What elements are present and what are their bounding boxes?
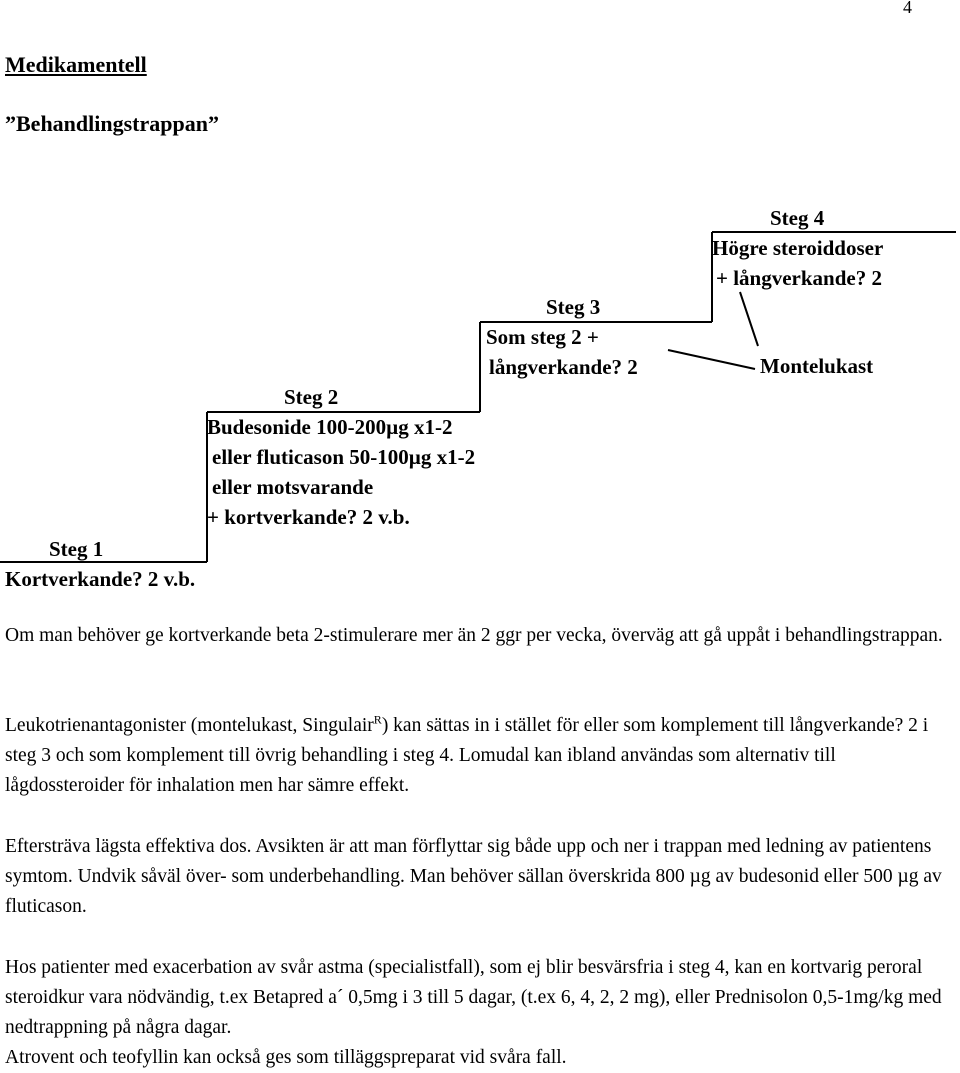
step4-title: Steg 4 (770, 206, 825, 230)
paragraph-text: Eftersträva lägsta effektiva dos. Avsikten är att man förflyttar sig både upp och ner i trappan med ledning av patientens symtom. Undvik såväl över- som underbehandling. Man behöver sällan överskrida 800 µg av budesonid eller 500 µg av fluticason. (5, 836, 942, 917)
step2-line: Budesonide 100-200µg x1-2 (207, 415, 453, 439)
step2-title: Steg 2 (284, 385, 339, 409)
step2-line: eller fluticason 50-100µg x1-2 (212, 445, 476, 469)
registered-mark: R (373, 712, 382, 727)
page-number: 4 (903, 0, 912, 17)
section-subheading: ”Behandlingstrappan” (5, 111, 219, 136)
step2-block (207, 382, 475, 532)
montelukast-label: Montelukast (760, 354, 874, 378)
step3-line: långverkande? 2 (489, 355, 638, 379)
step2-line: eller motsvarande (212, 475, 374, 499)
paragraph-text: ) kan sättas in i stället för eller som komplement till långverkande? 2 i steg 3 och som komplement till övrig behandling i steg 4. Lomudal kan ibland användas som alternativ till lågdossteroider för inhalation men har sämre effekt. (5, 715, 929, 796)
step2-line: + kortverkande? 2 v.b. (207, 505, 410, 529)
paragraph-exacerbation (5, 953, 950, 1073)
paragraph-text: Atrovent och teofyllin kan också ges som tilläggspreparat vid svåra fall. (5, 1047, 567, 1068)
paragraph-leukotriene (5, 711, 950, 801)
step1-block (5, 534, 195, 594)
step4-line: + långverkande? 2 (716, 266, 882, 290)
montelukast-pointer-step4 (740, 292, 758, 346)
paragraph-text: Om man behöver ge kortverkande beta 2-stimulerare mer än 2 ggr per vecka, överväg att gå uppåt i behandlingstrappan. (5, 625, 943, 646)
step3-line: Som steg 2 + (486, 325, 599, 349)
step1-line: Kortverkande? 2 v.b. (5, 567, 196, 591)
montelukast-pointer-step3 (668, 350, 755, 369)
section-heading: Medikamentell (5, 52, 147, 77)
step4-block (712, 203, 883, 293)
paragraph-step-up (5, 621, 950, 651)
step1-title: Steg 1 (49, 537, 104, 561)
step3-title: Steg 3 (546, 295, 601, 319)
paragraph-text: Hos patienter med exacerbation av svår astma (specialistfall), som ej blir besvärsfria i steg 4, kan en kortvarig peroral steroidkur vara nödvändig, t.ex Betapred a´ 0,5mg i 3 till 5 dagar, (t.ex 6, 4, 2, 2 mg), eller Prednisolon 0,5-1mg/kg med nedtrappning på några dagar. (5, 957, 942, 1038)
paragraph-dosage (5, 832, 950, 922)
step3-block (486, 292, 638, 382)
paragraph-text: Leukotrienantagonister (montelukast, Singulair (5, 715, 374, 736)
step4-line: Högre steroiddoser (712, 236, 884, 260)
